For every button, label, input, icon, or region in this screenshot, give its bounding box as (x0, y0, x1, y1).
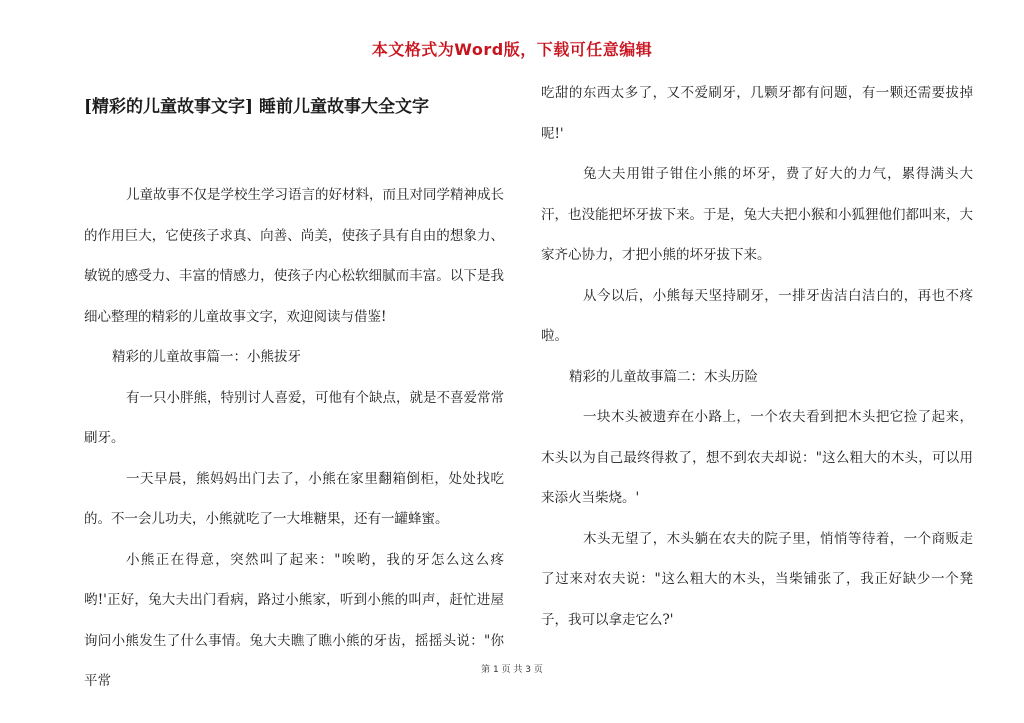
paragraph: 兔大夫用钳子钳住小熊的坏牙，费了好大的力气，累得满头大汗，也没能把坏牙拔下来。于是，兔大夫把小猴和小狐狸他们都叫来，大家齐心协力，才把小熊的坏牙拔下来。 (541, 166, 973, 263)
download-banner: 本文格式为Word版，下载可任意编辑 (371, 40, 653, 59)
right-column (541, 73, 973, 640)
paragraph: 从今以后，小熊每天坚持刷牙，一排牙齿洁白洁白的，再也不疼啦。 (541, 287, 973, 344)
left-column (84, 175, 504, 702)
paragraph: 吃甜的东西太多了，又不爱刷牙，几颗牙都有问题，有一颗还需要拔掉呢!' (541, 85, 973, 142)
paragraph: 木头无望了，木头躺在农夫的院子里，悄悄等待着，一个商贩走了过来对农夫说："这么粗大的木头，当柴铺张了，我正好缺少一个凳子，我可以拿走它么?' (541, 530, 973, 628)
paragraph: 儿童故事不仅是学校生学习语言的好材料，而且对同学精神成长的作用巨大，它使孩子求真、向善、尚美，使孩子具有自由的想象力、敏锐的感受力、丰富的情感力，使孩子内心松软细腻而丰富。以下是我细心整理的精彩的儿童故事文字，欢迎阅读与借鉴! (84, 187, 504, 325)
paragraph: 小熊正在得意，突然叫了起来："唉哟，我的牙怎么这么疼哟!'正好，兔大夫出门看病，路过小熊家，听到小熊的叫声，赶忙进屋询问小熊发生了什么事情。兔大夫瞧了瞧小熊的牙齿，摇摇头说："你平常 (84, 551, 504, 689)
story-heading: 精彩的儿童故事篇一：小熊拔牙 (112, 349, 301, 365)
page-footer: 第 1 页 共 3 页 (481, 665, 543, 675)
paragraph: 一天早晨，熊妈妈出门去了，小熊在家里翻箱倒柜，处处找吃的。不一会儿功夫，小熊就吃了一大堆糖果，还有一罐蜂蜜。 (84, 470, 504, 527)
paragraph: 有一只小胖熊，特别讨人喜爱，可他有个缺点，就是不喜爱常常刷牙。 (84, 389, 504, 446)
paragraph: 一块木头被遗弃在小路上，一个农夫看到把木头把它捡了起来，木头以为自己最终得救了，想不到农夫却说："这么粗大的木头，可以用来添火当柴烧。' (541, 409, 973, 506)
story-heading: 精彩的儿童故事篇二：木头历险 (569, 368, 758, 385)
page-title: [精彩的儿童故事文字] 睡前儿童故事大全文字 (84, 97, 430, 117)
